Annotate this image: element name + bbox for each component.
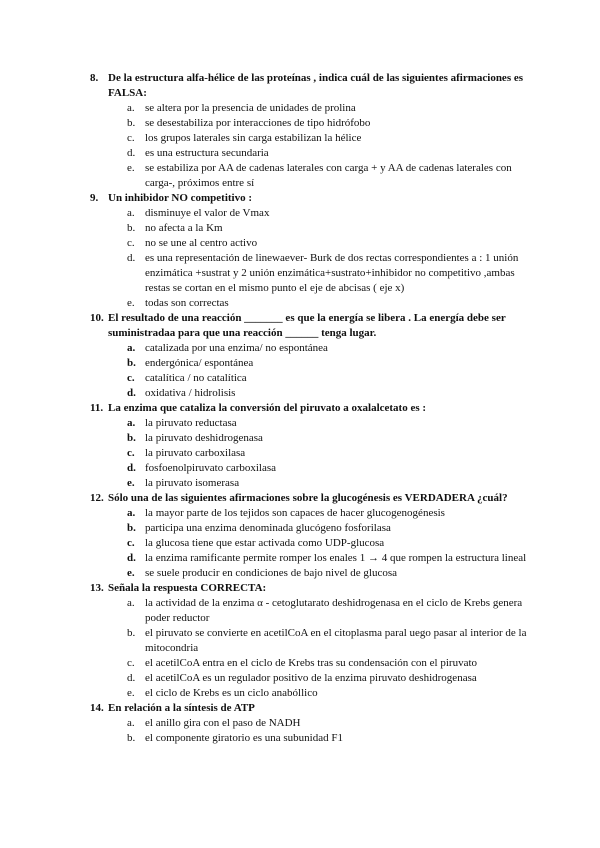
answer-option	[90, 536, 530, 551]
option-letter: b.	[127, 222, 136, 234]
answer-option	[90, 131, 530, 146]
answer-option	[90, 431, 530, 446]
answer-option	[90, 596, 530, 626]
option-text: la piruvato reductasa	[145, 417, 237, 429]
option-text: la actividad de la enzima α - cetoglutarato deshidrogenasa en el ciclo de Krebs genera poder reductor	[145, 597, 523, 624]
answer-option	[90, 251, 530, 296]
answer-option	[90, 386, 530, 401]
option-letter: d.	[127, 672, 136, 684]
option-letter: b.	[127, 522, 136, 534]
option-letter: d.	[127, 552, 136, 564]
option-letter: c.	[127, 537, 135, 549]
answer-option	[90, 341, 530, 356]
option-letter: c.	[127, 447, 135, 459]
option-text: el acetilCoA es un regulador positivo de la enzima piruvato deshidrogenasa	[145, 672, 477, 684]
option-letter: b.	[127, 432, 136, 444]
option-text: la glucosa tiene que estar activada como UDP-glucosa	[145, 537, 385, 549]
option-letter: b.	[127, 117, 136, 129]
option-text: la piruvato isomerasa	[145, 477, 240, 489]
option-text: el piruvato se convierte en acetilCoA en el citoplasma paral uego pasar al interior de la mitocondria	[145, 627, 527, 654]
answer-option	[90, 221, 530, 236]
option-text: el anillo gira con el paso de NADH	[145, 717, 301, 729]
option-text: es una representación de linewaever- Burk de dos rectas correspondientes a : 1 unión enzimática +sustrat y 2 unión enzimática+sustrato+inhibidor no competitivo ,ambas restas se cortan en el mismo punto el eje de abcisas ( eje x)	[145, 252, 519, 294]
option-text: fosfoenolpiruvato carboxilasa	[145, 462, 277, 474]
option-letter: c.	[127, 237, 135, 249]
answer-option	[90, 116, 530, 131]
option-text: disminuye el valor de Vmax	[145, 207, 270, 219]
question-number: 8.	[90, 72, 99, 84]
option-text: oxidativa / hidrolisis	[145, 387, 236, 399]
option-text: el componente giratorio es una subunidad F1	[145, 732, 343, 744]
option-letter: d.	[127, 387, 136, 399]
question-8	[90, 71, 530, 191]
question-14	[90, 701, 530, 746]
option-letter: d.	[127, 462, 136, 474]
answer-option	[90, 506, 530, 521]
question-text: La enzima que cataliza la conversión del piruvato a oxalalcetato es :	[108, 402, 427, 414]
option-text: es una estructura secundaria	[145, 147, 269, 159]
option-text: se estabiliza por AA de cadenas laterales con carga + y AA de cadenas laterales con carga-, próximos entre sí	[145, 162, 512, 189]
option-letter: a.	[127, 417, 136, 429]
option-letter: c.	[127, 132, 135, 144]
question-text: El resultado de una reacción _______ es que la energía se libera . La energía debe ser suministradaa para que una reacción ______ tenga lugar.	[108, 312, 506, 339]
question-stem	[90, 491, 530, 506]
question-text: En relación a la síntesis de ATP	[108, 702, 255, 714]
question-number: 14.	[90, 702, 104, 714]
answer-option	[90, 626, 530, 656]
option-text: participa una enzima denominada glucógeno fosforilasa	[145, 522, 391, 534]
option-text: no se une al centro activo	[145, 237, 258, 249]
option-letter: b.	[127, 357, 136, 369]
answer-option	[90, 461, 530, 476]
answer-option	[90, 161, 530, 191]
question-number: 13.	[90, 582, 104, 594]
answer-option	[90, 716, 530, 731]
answer-option	[90, 551, 530, 566]
answer-option	[90, 236, 530, 251]
question-stem	[90, 71, 530, 101]
question-number: 10.	[90, 312, 104, 324]
question-text: Sólo una de las siguientes afirmaciones sobre la glucogénesis es VERDADERA ¿cuál?	[108, 492, 508, 504]
option-letter: a.	[127, 342, 136, 354]
option-text: la piruvato carboxilasa	[145, 447, 246, 459]
option-letter: d.	[127, 252, 136, 264]
question-text: Señala la respuesta CORRECTA:	[108, 582, 267, 594]
option-text: se altera por la presencia de unidades de prolina	[145, 102, 356, 114]
option-text: el acetilCoA entra en el ciclo de Krebs tras su condensación con el piruvato	[145, 657, 478, 669]
answer-option	[90, 566, 530, 581]
question-stem	[90, 191, 530, 206]
option-letter: e.	[127, 567, 135, 579]
option-text: la piruvato deshidrogenasa	[145, 432, 263, 444]
answer-option	[90, 296, 530, 311]
question-13	[90, 581, 530, 701]
answer-option	[90, 101, 530, 116]
question-11	[90, 401, 530, 491]
option-text: la mayor parte de los tejidos son capaces de hacer glucogenogénesis	[145, 507, 445, 519]
question-text: De la estructura alfa-hélice de las proteínas , indica cuál de las siguientes afirmaciones es FALSA:	[108, 72, 524, 99]
option-text: se suele producir en condiciones de bajo nivel de glucosa	[145, 567, 398, 579]
option-text: el ciclo de Krebs es un ciclo anabóllico	[145, 687, 318, 699]
answer-option	[90, 356, 530, 371]
option-letter: b.	[127, 627, 136, 639]
question-number: 9.	[90, 192, 99, 204]
answer-option	[90, 446, 530, 461]
option-text: los grupos laterales sin carga estabilizan la hélice	[145, 132, 362, 144]
answer-option	[90, 476, 530, 491]
question-stem	[90, 311, 530, 341]
option-text: catalizada por una enzima/ no espontánea	[145, 342, 328, 354]
option-text: se desestabiliza por interacciones de tipo hidrófobo	[145, 117, 371, 129]
option-text: no afecta a la Km	[145, 222, 223, 234]
question-10	[90, 311, 530, 401]
option-letter: e.	[127, 687, 135, 699]
answer-option	[90, 206, 530, 221]
answer-option	[90, 146, 530, 161]
question-text: Un inhibidor NO competitivo :	[108, 192, 253, 204]
option-letter: c.	[127, 657, 135, 669]
option-letter: a.	[127, 207, 135, 219]
option-letter: c.	[127, 372, 135, 384]
question-stem	[90, 401, 530, 416]
answer-option	[90, 731, 530, 746]
option-letter: a.	[127, 597, 135, 609]
option-letter: e.	[127, 297, 135, 309]
question-9	[90, 191, 530, 311]
exam-questions	[90, 71, 530, 746]
option-letter: e.	[127, 162, 135, 174]
option-letter: b.	[127, 732, 136, 744]
option-text: endergónica/ espontánea	[145, 357, 254, 369]
option-letter: e.	[127, 477, 135, 489]
option-text: todas son correctas	[145, 297, 229, 309]
option-letter: d.	[127, 147, 136, 159]
question-stem	[90, 581, 530, 596]
option-letter: a.	[127, 102, 135, 114]
answer-option	[90, 656, 530, 671]
answer-option	[90, 671, 530, 686]
answer-option	[90, 416, 530, 431]
option-letter: a.	[127, 507, 136, 519]
question-number: 11.	[90, 402, 104, 414]
answer-option	[90, 371, 530, 386]
question-stem	[90, 701, 530, 716]
option-text: la enzima ramificante permite romper los enales 1 → 4 que rompen la estructura lineal	[145, 552, 527, 564]
question-12	[90, 491, 530, 581]
question-number: 12.	[90, 492, 104, 504]
option-text: catalítica / no catalítica	[145, 372, 247, 384]
answer-option	[90, 521, 530, 536]
option-letter: a.	[127, 717, 135, 729]
answer-option	[90, 686, 530, 701]
